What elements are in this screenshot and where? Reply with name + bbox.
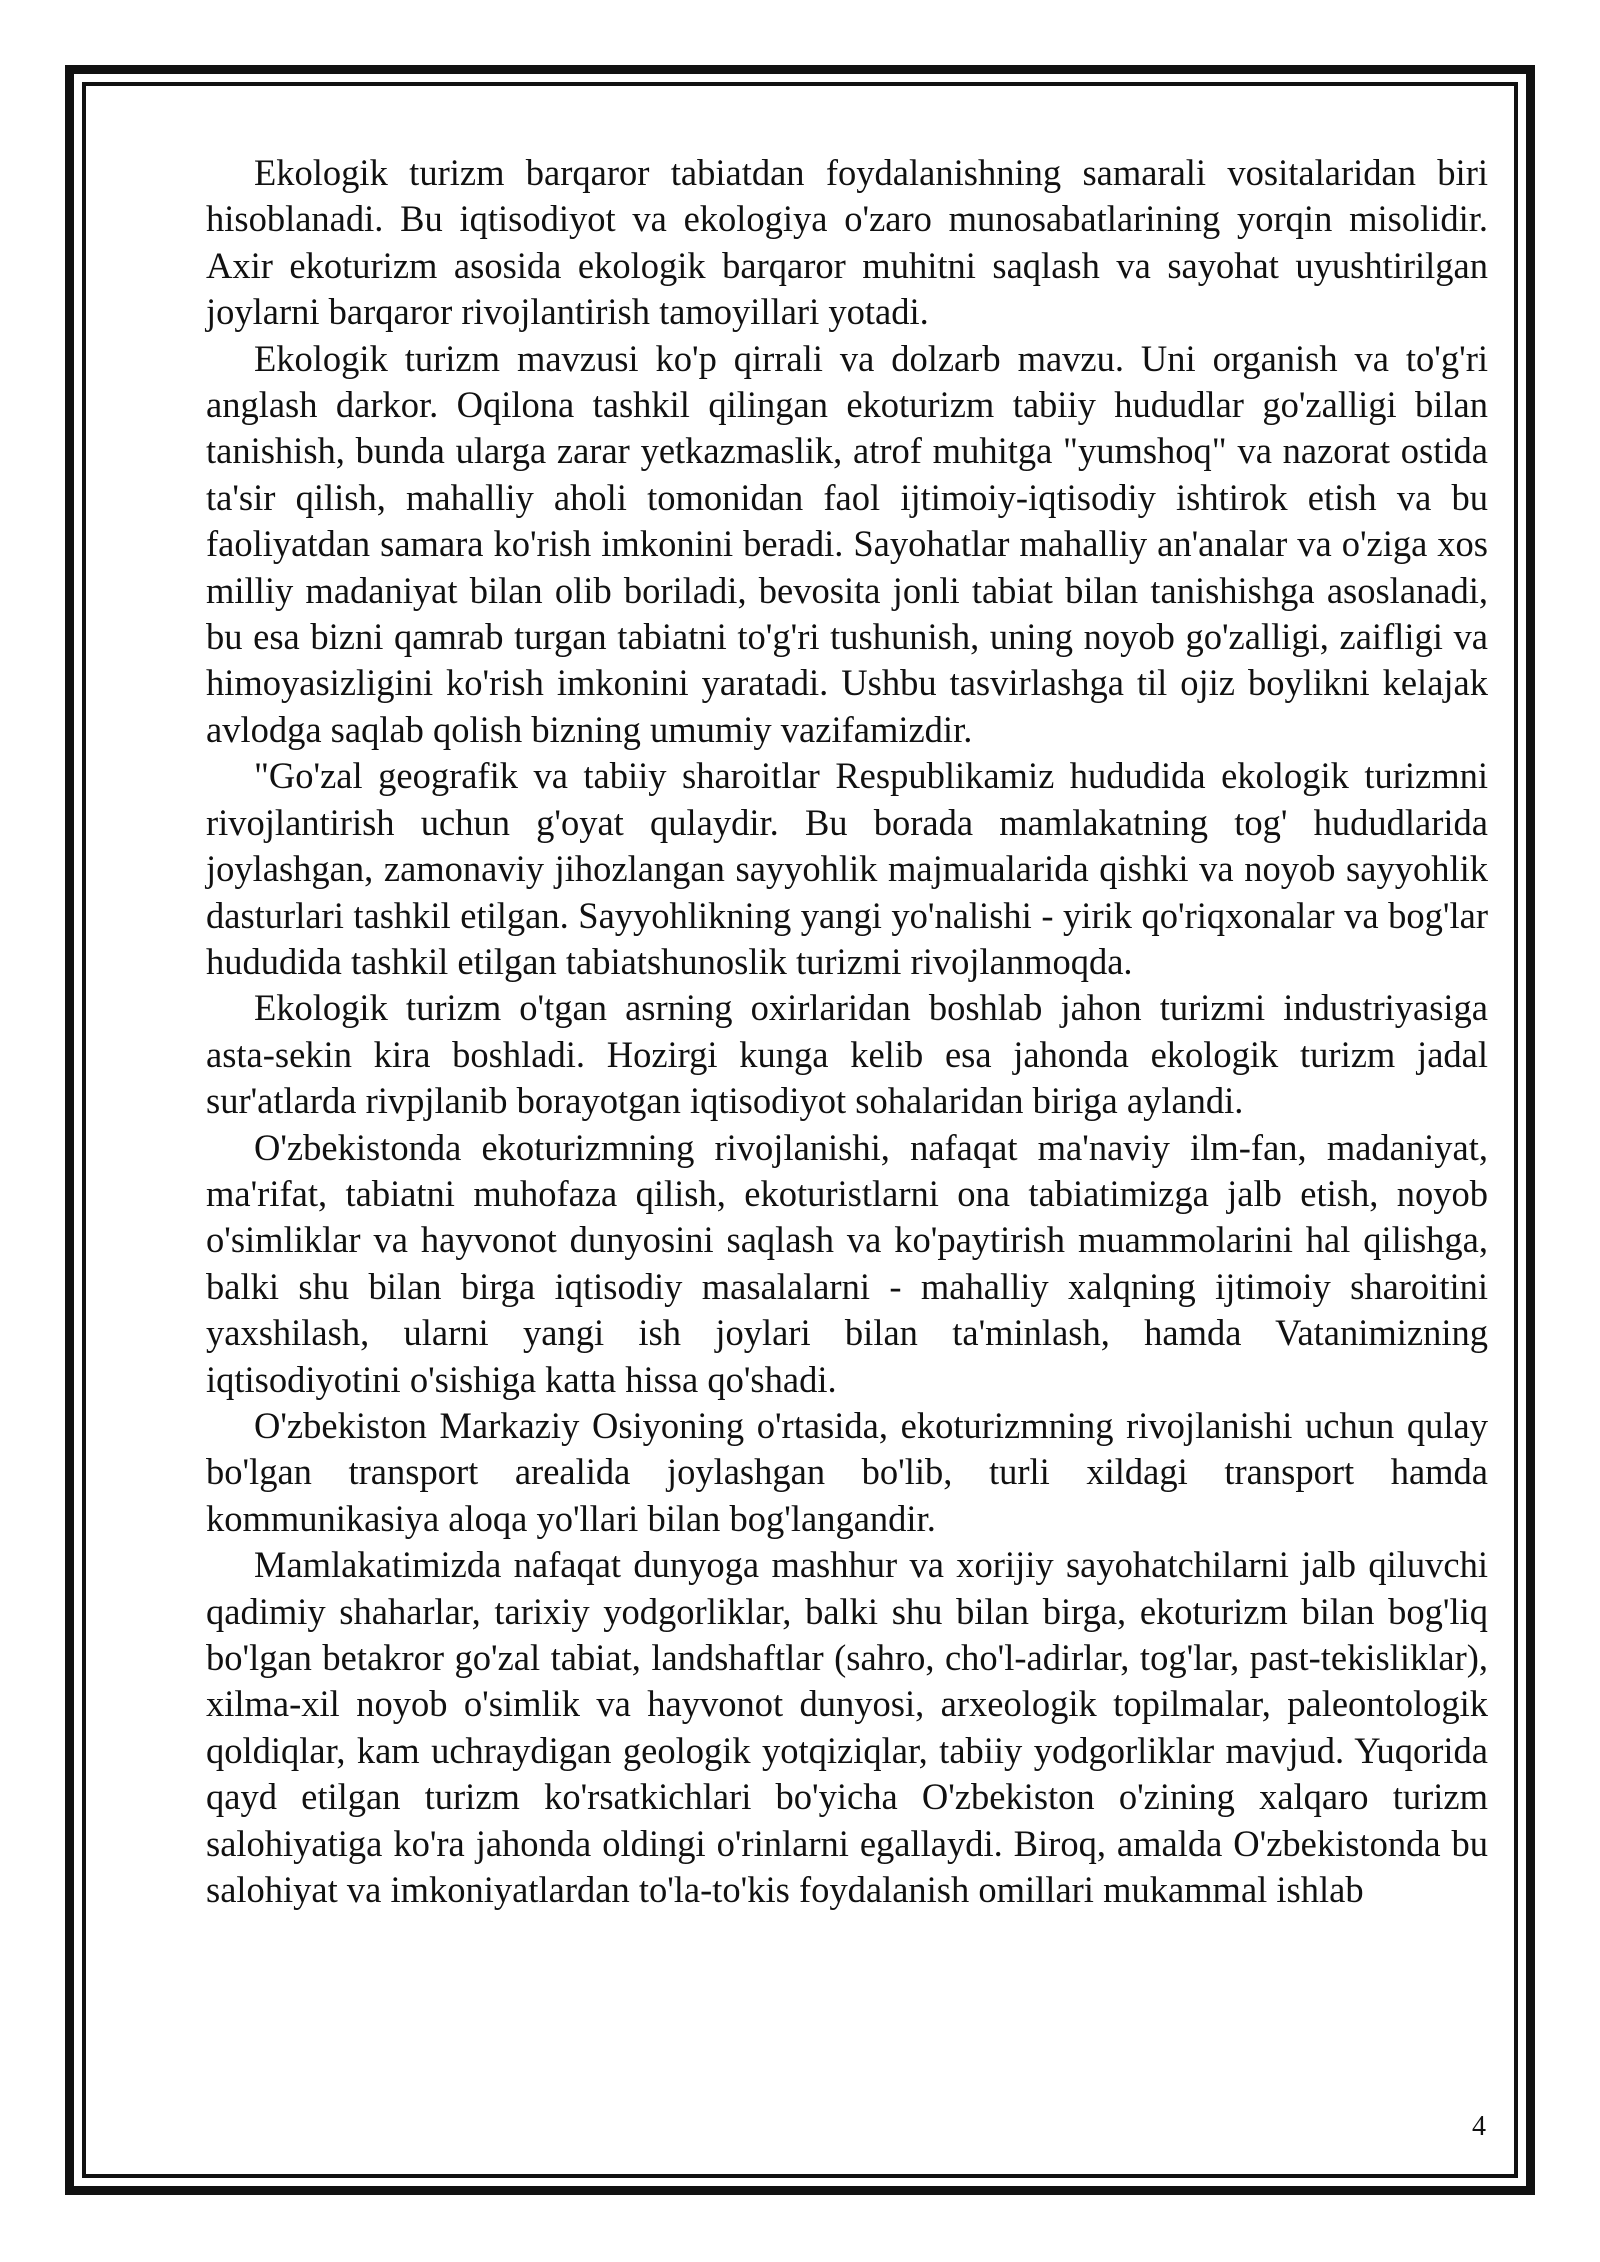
paragraph-2: Ekologik turizm mavzusi ko'p qirrali va dolzarb mavzu. Uni organish va to'g'ri anglash darkor. Oqilona tashkil qilingan ekoturizm tabiiy hududlar go'zalligi bilan tanishish, bunda ularga zarar yetkazmaslik, atrof muhitga "yumshoq" va nazorat ostida ta'sir qilish, mahalliy aholi tomonidan faol ijtimoiy-iqtisodiy ishtirok etish va bu faoliyatdan samara ko'rish imkonini beradi. Sayohatlar mahalliy an'analar va o'ziga xos milliy madaniyat bilan olib boriladi, bevosita jonli tabiat bilan tanishishga asoslanadi, bu esa bizni qamrab turgan tabiatni to'g'ri tushunish, uning noyob go'zalligi, zaifligi va himoyasizligini ko'rish imkonini yaratadi. Ushbu tasvirlashga til ojiz boylikni kelajak avlodga saqlab qolish bizning umumiy vazifamizdir.: [206, 337, 1488, 750]
page-number: 4: [1472, 2111, 1486, 2142]
paragraph-5: O'zbekistonda ekoturizmning rivojlanishi, nafaqat ma'naviy ilm-fan, madaniyat, ma'rifat, tabiatni muhofaza qilish, ekoturistlarni ona tabiatimizga jalb etish, noyob o'simliklar va hayvonot dunyosini saqlash va ko'paytirish muammolarini hal qilishga, balki shu bilan birga iqtisodiy masalalarni - mahalliy xalqning ijtimoiy sharoitini yaxshilash, ularni yangi ish joylari bilan ta'minlash, hamda Vatanimizning iqtisodiyotini o'sishiga katta hissa qo'shadi.: [206, 1126, 1488, 1400]
paragraph-1: Ekologik turizm barqaror tabiatdan foydalanishning samarali vositalaridan biri hisoblanadi. Bu iqtisodiyot va ekologiya o'zaro munosabatlarining yorqin misolidir. Axir ekoturizm asosida ekologik barqaror muhitni saqlash va sayohat uyushtirilgan joylarni barqaror rivojlantirish tamoyillari yotadi.: [206, 152, 1488, 333]
paragraph-7: Mamlakatimizda nafaqat dunyoga mashhur va xorijiy sayohatchilarni jalb qiluvchi qadimiy shaharlar, tarixiy yodgorliklar, balki shu bilan birga, ekoturizm bilan bog'liq bo'lgan betakror go'zal tabiat, landshaftlar (sahro, cho'l-adirlar, tog'lar, past-tekisliklar), xilma-xil noyob o'simlik va hayvonot dunyosi, arxeologik topilmalar, paleontologik qoldiqlar, kam uchraydigan geologik yotqiziqlar, tabiiy yodgorliklar mavjud. Yuqorida qayd etilgan turizm ko'rsatkichlari bo'yicha O'zbekiston o'zining xalqaro turizm salohiyatiga ko'ra jahonda oldingi o'rinlarni egallaydi. Biroq, amalda O'zbekistonda bu salohiyat va imkoniyatlardan to'la-to'kis foydalanish omillari mukammal ishlab: [206, 1544, 1488, 1911]
paragraph-6: O'zbekiston Markaziy Osiyoning o'rtasida, ekoturizmning rivojlanishi uchun qulay bo'lgan transport arealida joylashgan bo'lib, turli xildagi transport hamda kommunikasiya aloqa yo'llari bilan bog'langandir.: [206, 1404, 1488, 1539]
body-text: [206, 150, 1488, 1913]
paragraph-3: "Go'zal geografik va tabiiy sharoitlar Respublikamiz hududida ekologik turizmni rivojlantirish uchun g'oyat qulaydir. Bu borada mamlakatning tog' hududlarida joylashgan, zamonaviy jihozlangan sayyohlik majmualarida qishki va noyob sayyohlik dasturlari tashkil etilgan. Sayyohlikning yangi yo'nalishi - yirik qo'riqxonalar va bog'lar hududida tashkil etilgan tabiatshunoslik turizmi rivojlanmoqda.: [206, 755, 1488, 982]
paragraph-4: Ekologik turizm o'tgan asrning oxirlaridan boshlab jahon turizmi industriyasiga asta-sekin kira boshladi. Hozirgi kunga kelib esa jahonda ekologik turizm jadal sur'atlarda rivpjlanib borayotgan iqtisodiyot sohalaridan biriga aylandi.: [206, 987, 1488, 1122]
